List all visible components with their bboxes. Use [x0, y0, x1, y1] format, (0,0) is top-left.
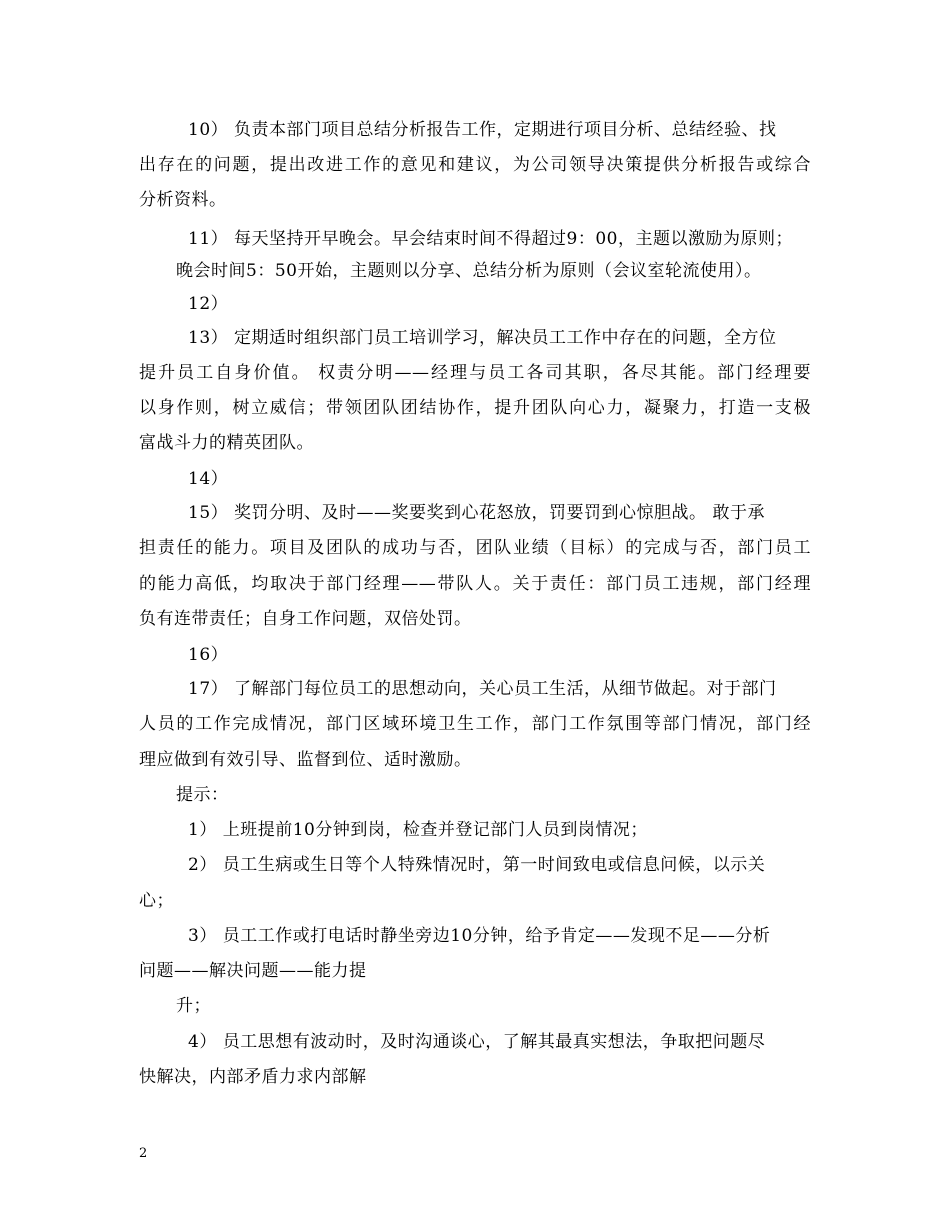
hint-3-line-2: 问题——解决问题——能力提	[139, 961, 367, 981]
paragraph-17-line-1: 17） 了解部门每位员工的思想动向，关心员工生活，从细节做起。对于部门	[188, 679, 777, 699]
paragraph-15-line-2: 担责任的能力。项目及团队的成功与否，团队业绩（目标）的完成与否，部门员工	[139, 538, 811, 558]
paragraph-15-line-4: 负有连带责任；自身工作问题，双倍处罚。	[139, 609, 472, 629]
paragraph-13-line-4: 富战斗力的精英团队。	[139, 433, 314, 453]
paragraph-14-label: 14）	[188, 469, 229, 489]
paragraph-11-line-2: 晚会时间5：50开始，主题则以分享、总结分析为原则（会议室轮流使用）。	[176, 261, 762, 281]
paragraph-10-line-3: 分析资料。	[139, 190, 227, 210]
paragraph-13-line-3: 以身作则，树立威信；带领团队团结协作，提升团队向心力，凝聚力，打造一支极	[139, 398, 811, 418]
hint-4-line-1: 4） 员工思想有波动时，及时沟通谈心，了解其最真实想法，争取把问题尽	[188, 1032, 766, 1052]
hint-1-line-1: 1） 上班提前10分钟到岗，检查并登记部门人员到岗情况；	[188, 820, 648, 840]
paragraph-13-line-1: 13） 定期适时组织部门员工培训学习，解决员工工作中存在的问题，全方位	[188, 328, 777, 348]
paragraph-10-line-2: 出存在的问题，提出改进工作的意见和建议，为公司领导决策提供分析报告或综合	[139, 155, 811, 175]
paragraph-15-line-1: 15） 奖罚分明、及时——奖要奖到心花怒放，罚要罚到心惊胆战。 敢于承	[188, 503, 765, 523]
hint-4-line-2: 快解决，内部矛盾力求内部解	[139, 1067, 367, 1087]
paragraph-17-line-2: 人员的工作完成情况，部门区域环境卫生工作，部门工作氛围等部门情况，部门经	[139, 714, 811, 734]
paragraph-15-line-3: 的能力高低，均取决于部门经理——带队人。关于责任：部门员工违规，部门经理	[139, 574, 811, 594]
hint-heading: 提示：	[176, 785, 229, 805]
paragraph-13-line-2: 提升员工自身价值。 权责分明——经理与员工各司其职，各尽其能。部门经理要	[139, 363, 811, 383]
hint-2-line-2: 心；	[139, 891, 174, 911]
hint-2-line-1: 2） 员工生病或生日等个人特殊情况时，第一时间致电或信息问候，以示关	[188, 855, 766, 875]
paragraph-17-line-3: 理应做到有效引导、监督到位、适时激励。	[139, 750, 472, 770]
hint-3-line-3: 升；	[176, 996, 211, 1016]
paragraph-10-line-1: 10） 负责本部门项目总结分析报告工作，定期进行项目分析、总结经验、找	[188, 120, 777, 140]
page-number: 2	[139, 1146, 148, 1161]
paragraph-12-label: 12）	[188, 294, 229, 314]
paragraph-16-label: 16）	[188, 645, 229, 665]
hint-3-line-1: 3） 员工工作或打电话时静坐旁边10分钟，给予肯定——发现不足——分析	[188, 926, 771, 946]
paragraph-11-line-1: 11） 每天坚持开早晚会。早会结束时间不得超过9：00，主题以激励为原则；	[188, 229, 793, 249]
